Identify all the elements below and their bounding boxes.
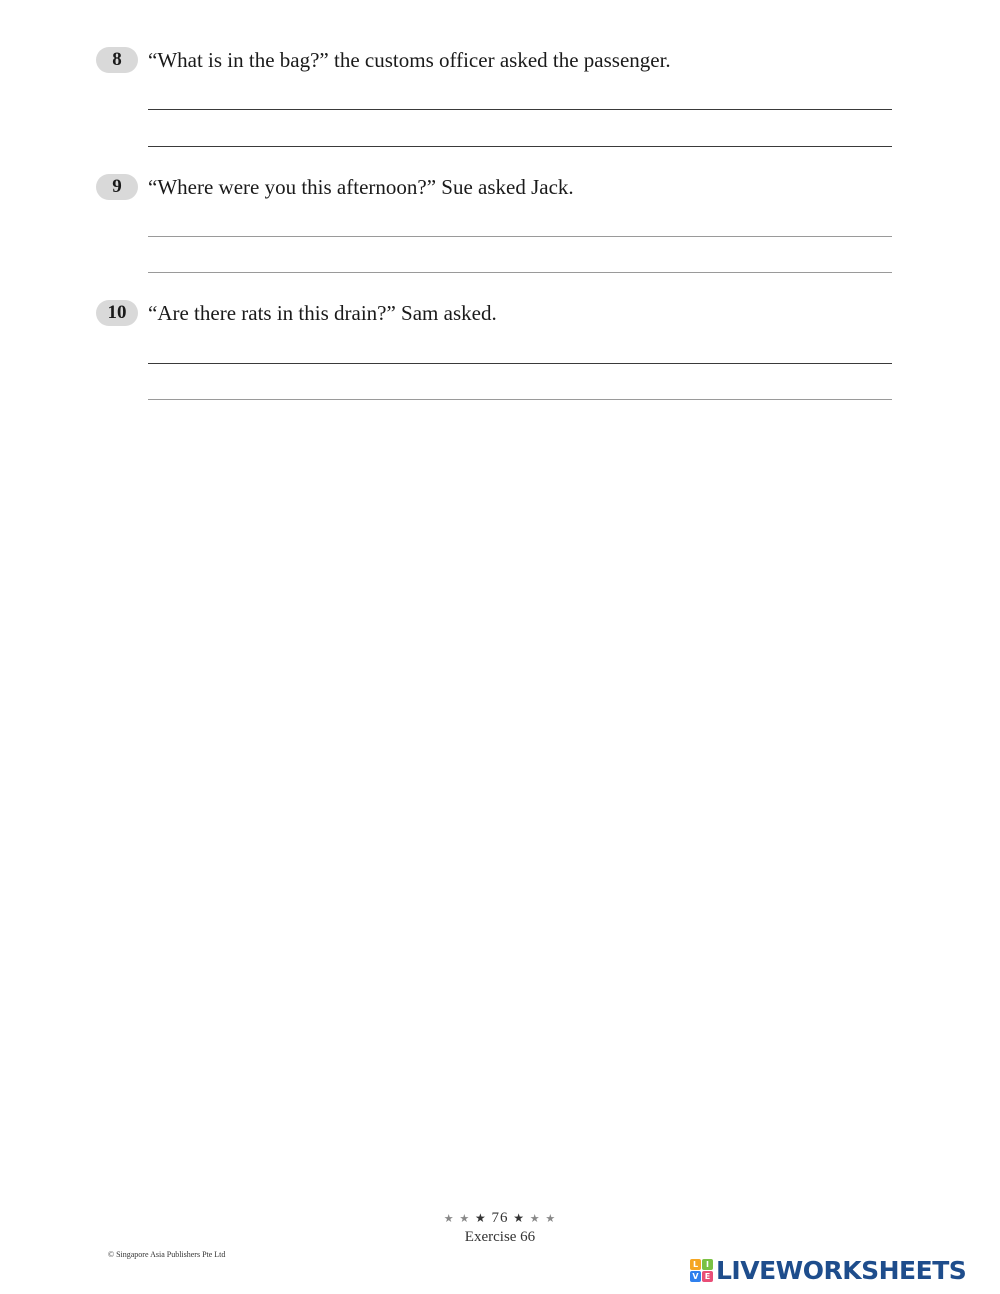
star-icon: ★ xyxy=(513,1211,526,1225)
question-text: “Are there rats in this drain?” Sam asked. xyxy=(148,300,497,325)
page-number: 76 xyxy=(491,1210,509,1226)
answer-line[interactable] xyxy=(148,363,892,364)
exercise-label: Exercise 66 xyxy=(464,1229,536,1245)
question-9 xyxy=(96,172,896,202)
question-text: “What is in the bag?” the customs officer asked the passenger. xyxy=(148,47,671,72)
brand-name: LIVEWORKSHEETS xyxy=(716,1255,967,1285)
question-text: “Where were you this afternoon?” Sue asked Jack. xyxy=(148,174,574,199)
liveworksheets-brand[interactable] xyxy=(690,1254,966,1286)
answer-line[interactable] xyxy=(148,236,892,237)
answer-line[interactable] xyxy=(148,399,892,400)
answer-line[interactable] xyxy=(148,146,892,147)
question-9-header xyxy=(96,172,896,202)
star-icon: ★ xyxy=(459,1213,471,1225)
logo-cell: E xyxy=(702,1271,713,1282)
question-number-badge: 9 xyxy=(96,174,138,200)
logo-cell: V xyxy=(690,1271,701,1282)
liveworksheets-logo-icon xyxy=(690,1259,713,1282)
question-8-header xyxy=(96,45,896,75)
question-number-badge: 10 xyxy=(96,300,138,326)
question-10 xyxy=(96,298,896,328)
star-icon: ★ xyxy=(443,1213,455,1225)
star-icon: ★ xyxy=(545,1213,557,1225)
answer-line[interactable] xyxy=(148,109,892,110)
star-icon: ★ xyxy=(474,1211,487,1225)
logo-cell: I xyxy=(702,1259,713,1270)
question-10-header xyxy=(96,298,896,328)
page-footer xyxy=(0,1208,1000,1245)
page-number-row xyxy=(0,1208,1000,1229)
question-8 xyxy=(96,45,896,75)
answer-line[interactable] xyxy=(148,272,892,273)
question-number-badge: 8 xyxy=(96,47,138,73)
logo-cell: L xyxy=(690,1259,701,1270)
copyright-notice: © Singapore Asia Publishers Pte Ltd xyxy=(108,1250,226,1259)
star-icon: ★ xyxy=(529,1213,541,1225)
